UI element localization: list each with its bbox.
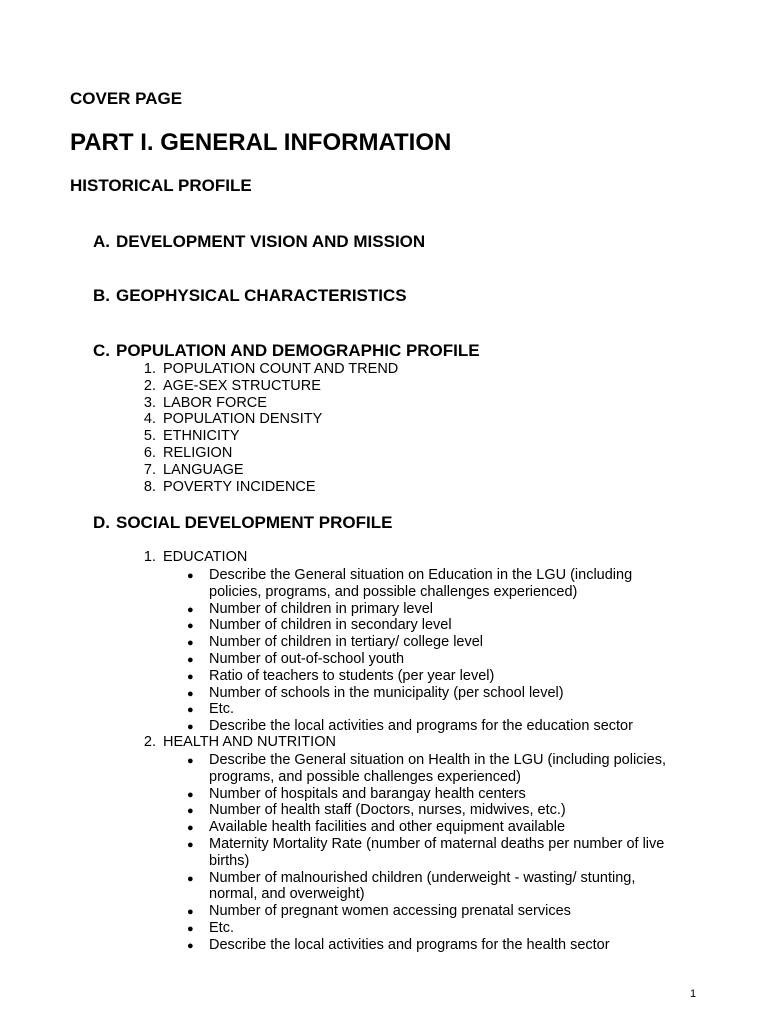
bullet-icon: ● [187, 939, 194, 952]
bullet-text [209, 685, 564, 702]
bullet-text-line: Etc. [209, 701, 234, 718]
part-title: PART I. GENERAL INFORMATION [70, 129, 452, 156]
bullet-text-line: Ratio of teachers to students (per year level) [209, 667, 495, 684]
item-number: 5. [143, 428, 156, 445]
section-letter: D. [93, 513, 110, 532]
item-text: LABOR FORCE [163, 394, 267, 411]
bullet-text-line: Number of children in secondary level [209, 617, 452, 634]
item-number: 7. [143, 461, 156, 478]
item-text: ETHNICITY [163, 428, 240, 445]
bullet-icon: ● [187, 721, 194, 734]
bullet-text [209, 836, 664, 870]
section-title: POPULATION AND DEMOGRAPHIC PROFILE [116, 341, 480, 360]
bullet-text [209, 601, 433, 618]
bullet-text-line: Number of children in tertiary/ college level [209, 634, 484, 651]
section-title: GEOPHYSICAL CHARACTERISTICS [116, 286, 407, 305]
item-number: 3. [143, 394, 156, 411]
bullet-text-line: Describe the General situation on Health in the LGU (including policies, [209, 752, 666, 768]
bullet-text [209, 752, 666, 786]
bullet-icon: ● [187, 704, 194, 717]
bullet-text [209, 718, 633, 735]
bullet-text [209, 634, 483, 651]
bullet-text [209, 870, 635, 904]
bullet-text [209, 668, 494, 685]
item-number: 1. [143, 549, 156, 565]
section-title: DEVELOPMENT VISION AND MISSION [116, 232, 426, 251]
bullet-text-line: Number of hospitals and barangay health centers [209, 785, 526, 802]
section-letter: C. [93, 341, 110, 360]
bullet-icon: ● [187, 637, 194, 650]
bullet-text-line: programs, and possible challenges experienced) [209, 768, 521, 785]
bullet-text [209, 786, 526, 803]
item-number: 8. [143, 478, 156, 495]
item-text: RELIGION [163, 445, 233, 461]
bullet-text [209, 920, 234, 937]
bullet-icon: ● [187, 570, 194, 582]
item-text: LANGUAGE [163, 461, 244, 478]
bullet-text-line: Number of health staff (Doctors, nurses, midwives, etc.) [209, 802, 566, 819]
bullet-text-line: Maternity Mortality Rate (number of maternal deaths per number of live [209, 836, 665, 852]
bullet-text [209, 819, 565, 836]
bullet-icon: ● [187, 654, 194, 666]
bullet-text-line: Describe the local activities and programs for the health sector [209, 936, 610, 953]
item-text: EDUCATION [163, 549, 248, 565]
bullet-text-line: Number of out-of-school youth [209, 651, 405, 667]
item-number: 1. [143, 361, 156, 377]
bullet-text [209, 567, 632, 601]
bullet-text [209, 802, 566, 819]
bullet-icon: ● [187, 603, 194, 616]
bullet-text-line: Number of children in primary level [209, 600, 434, 617]
bullet-text [209, 701, 234, 718]
bullet-text-line: Etc. [209, 920, 234, 936]
bullet-icon: ● [187, 822, 194, 835]
bullet-text [209, 651, 404, 668]
bullet-text-line: births) [209, 852, 250, 869]
bullet-icon: ● [187, 788, 194, 801]
section-letter: A. [93, 232, 110, 251]
item-number: 2. [143, 377, 156, 394]
page-number: 1 [690, 988, 697, 1000]
item-text: POPULATION DENSITY [163, 411, 323, 428]
bullet-text-line: Number of pregnant women accessing prenatal services [209, 903, 571, 920]
bullet-icon: ● [187, 872, 194, 885]
bullet-text-line: Available health facilities and other equipment available [209, 819, 566, 836]
bullet-text-line: Number of malnourished children (underweight - wasting/ stunting, [209, 869, 636, 886]
item-text: HEALTH AND NUTRITION [163, 734, 336, 750]
bullet-icon: ● [187, 923, 194, 935]
item-text: AGE-SEX STRUCTURE [163, 377, 321, 394]
bullet-text [209, 937, 610, 954]
bullet-text-line: Describe the General situation on Education in the LGU (including [209, 567, 633, 583]
bullet-text-line: Number of schools in the municipality (per school level) [209, 684, 564, 701]
bullet-icon: ● [187, 620, 194, 633]
section-title: SOCIAL DEVELOPMENT PROFILE [116, 513, 393, 532]
historical-profile-heading: HISTORICAL PROFILE [70, 176, 252, 195]
section-letter: B. [93, 286, 110, 305]
bullet-text-line: policies, programs, and possible challenges experienced) [209, 583, 578, 600]
bullet-text-line: normal, and overweight) [209, 886, 365, 903]
cover-page-heading: COVER PAGE [70, 89, 183, 108]
bullet-icon: ● [187, 906, 194, 919]
bullet-text-line: Describe the local activities and programs for the education sector [209, 718, 633, 735]
bullet-text [209, 903, 571, 920]
bullet-icon: ● [187, 839, 194, 851]
bullet-icon: ● [187, 670, 194, 683]
item-number: 2. [143, 734, 156, 750]
item-number: 6. [143, 445, 156, 461]
bullet-icon: ● [187, 805, 194, 818]
item-text: POPULATION COUNT AND TREND [163, 361, 399, 377]
bullet-icon: ● [187, 687, 194, 700]
bullet-icon: ● [187, 755, 194, 767]
item-number: 4. [143, 411, 156, 428]
item-text: POVERTY INCIDENCE [163, 478, 316, 495]
bullet-text [209, 617, 452, 634]
